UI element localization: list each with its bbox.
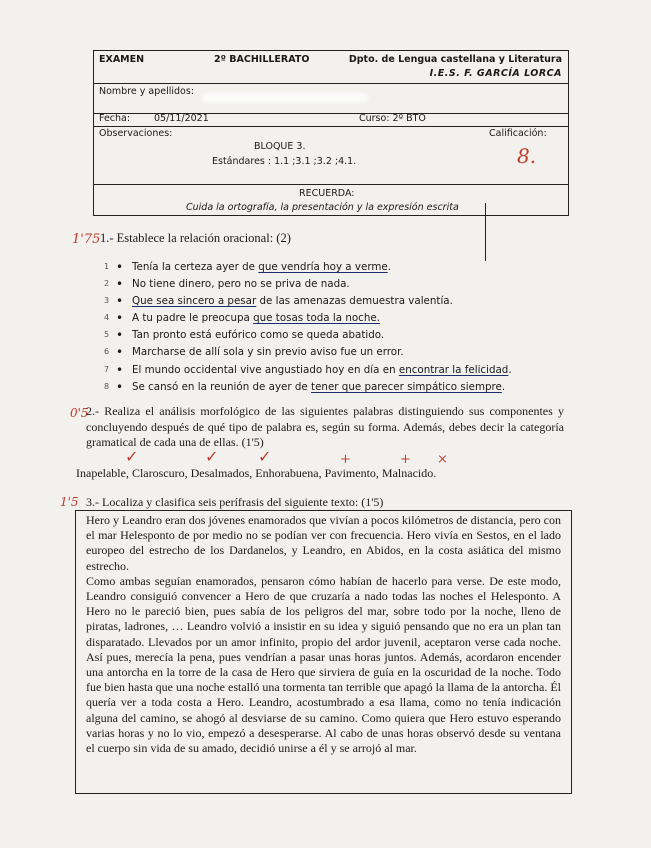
sentence-text-plain: Se cansó en la reunión de ayer de [132, 380, 312, 393]
header-row-reminder [94, 185, 568, 216]
q2-statement: 2.- Realiza el análisis morfológico de las siguientes palabras distinguiendo sus componentes y concluyendo después de qué tipo de palabra es, según su forma. Además, debes decir la categoría gramatical de cada una de ellas. (1'5) [86, 404, 564, 449]
bullet-icon: • [116, 311, 124, 326]
bullet-icon: • [116, 277, 124, 292]
date-label: Fecha: [99, 113, 131, 124]
header-row-observations [94, 127, 568, 185]
sentence-number: 1 [104, 262, 110, 271]
q3-paragraph-1: Hero y Leandro eran dos jóvenes enamorados que vivían a pocos kilómetros de distancia, pero con el mar Helesponto de por medio no se podían ver con frecuencia. Hero vivía en Sestos, en el lado europeo del estrecho de los Dardanelos, y Leandro, en Abidos, en la costa asiática del mismo estrecho. [86, 513, 561, 573]
bullet-icon: • [116, 328, 124, 343]
course-label: Curso: 2º BTO [359, 113, 426, 124]
reminder-title: RECUERDA: [299, 188, 355, 199]
sentence-text-plain: Marcharse de allí sola y sin previo aviso fue un error. [132, 346, 404, 359]
check-mark-icon: ✓ [258, 447, 272, 466]
check-mark-icon: ✓ [205, 447, 219, 466]
grade-value: 8. [517, 144, 537, 168]
sentence-number: 2 [104, 279, 110, 289]
header-row-date [94, 114, 568, 127]
sentence-text-plain: El mundo occidental vive angustiado hoy en día en [132, 363, 399, 376]
q3-paragraph-2: Como ambas seguían enamorados, pensaron cómo habían de hacerlo para verse. De este modo, Leandro consiguió convencer a Hero de que cruzaría a nado todas las noches el Helesponto. A Hero no le pareció bien, pues sabía de los peligros del mar, sobre todo por la noche, lleno de piratas, ladrones, … Leandro volvió a insistir en su idea y siguió pensando que no era un plan tan disparatado. Llevados por un amor infinito, propio del ardor juvenil, aceptaron verse cada noche. Así pues, merecía la pena, pues vendrían a pasar unas horas juntos. Además, acordaron encender una antorcha en la torre de la casa de Hero que sirviera de guía en la oscuridad de la noche. Todo fue bien hasta que una noche estalló una tormenta tan terrible que apagó la llama de la antorcha. Él quería ver a toda costa a Hero. Leandro, acostumbrado a esa llama, como no tenía indicación alguna del camino, se ahogó al desviarse de su camino. Como quiera que Hero estuvo esperando varias horas y no lo vio, empezó a desesperarse. Al cabo de unas horas observó desde su ventana el cuerpo sin vida de su amado, decidió unirse a él y se arrojó al mar. [86, 573, 561, 756]
redacted-name [202, 93, 368, 102]
sentence-text [132, 329, 384, 341]
sentence-text-end: . [387, 261, 392, 273]
header-row-top [94, 51, 568, 84]
department: Dpto. de Lengua castellana y Literatura [348, 54, 562, 65]
sentence-text [132, 312, 380, 324]
block-title: BLOQUE 3. [254, 141, 306, 152]
bullet-icon: • [116, 345, 124, 360]
sentence-number: 5 [104, 330, 110, 340]
reminder-text: Cuida la ortografía, la presentación y la expresión escrita [186, 202, 459, 213]
sentence-text-end: . [508, 363, 512, 376]
sentence-text-plain: No tiene dinero, pero no se priva de nada. [132, 278, 350, 291]
sentence-number: 4 [104, 313, 110, 323]
sentence-text-underlined: que vendría hoy a verme [258, 261, 388, 273]
q1-title: 1.- Establece la relación oracional: (2) [100, 231, 291, 245]
bullet-icon: • [116, 260, 124, 274]
q3-title: 3.- Localiza y clasifica seis perífrasis del siguiente texto: (1'5) [86, 495, 384, 509]
sentence-text-end: de las amenazas demuestra valentía. [256, 295, 453, 308]
sentence-text [132, 261, 391, 273]
sentence-text-plain: A tu padre le preocupa [132, 312, 254, 325]
sentence-number: 7 [104, 364, 110, 374]
bullet-icon: • [116, 362, 124, 377]
sentence-text-underlined: encontrar la felicidad [398, 363, 509, 376]
grade-label: Calificación: [489, 128, 547, 139]
q2-word-list: Inapelable, Claroscuro, Desalmados, Enhorabuena, Pavimento, Malnacido. [76, 466, 437, 480]
sentence-text-plain: Tan pronto está eufórico como se queda abatido. [132, 329, 385, 342]
bullet-icon: • [116, 379, 124, 394]
exam-label: EXAMEN [99, 54, 145, 65]
sentence-text [132, 381, 505, 393]
sentence-number: 6 [104, 347, 110, 357]
sentence-text-end: . [501, 380, 506, 393]
observations-label: Observaciones: [99, 128, 173, 139]
course-level: 2º BACHILLERATO [214, 54, 310, 65]
school-name: I.E.S. F. GARCÍA LORCA [429, 68, 562, 79]
sentence-number: 8 [104, 381, 110, 391]
name-label: Nombre y apellidos: [99, 86, 195, 97]
cross-mark-icon: + [340, 452, 351, 467]
q3-text-box [75, 510, 572, 794]
sentence-text [132, 346, 404, 358]
date-value: 05/11/2021 [154, 113, 209, 124]
q1-score: 1'75 [72, 232, 101, 247]
q2-score: 0'5 [70, 406, 89, 420]
cross-mark-icon: × [437, 452, 448, 467]
sentence-text [132, 364, 512, 376]
sentence-text-underlined: tener que parecer simpático siempre [311, 380, 502, 393]
sentence-text [132, 278, 350, 290]
sentence-text-plain: Tenía la certeza ayer de [132, 261, 259, 273]
header-row-name [94, 84, 568, 114]
cross-mark-icon: + [400, 452, 411, 467]
sentence-number: 3 [104, 296, 110, 306]
exam-header [93, 50, 569, 216]
q3-score: 1'5 [60, 495, 79, 509]
bullet-icon: • [116, 294, 124, 309]
standards: Estándares : 1.1 ;3.1 ;3.2 ;4.1. [212, 156, 357, 167]
sentence-text [132, 295, 453, 307]
sentence-text-underlined: que tosas toda la noche. [253, 312, 380, 325]
sentence-text-underlined: Que sea sincero a pesar [132, 295, 257, 308]
check-mark-icon: ✓ [125, 447, 139, 466]
